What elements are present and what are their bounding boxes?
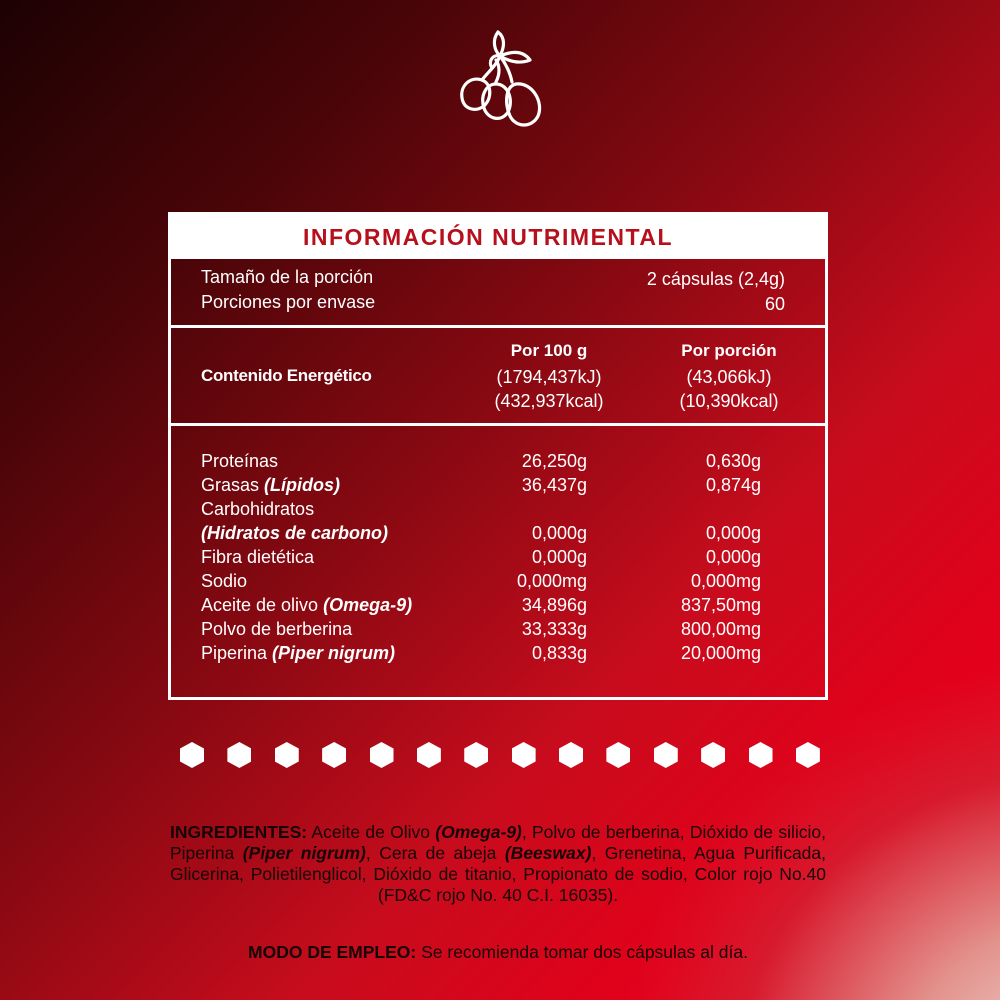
nutrient-per-100g: 0,000mg bbox=[516, 571, 587, 591]
nutrient-per-portion: 20,000mg bbox=[680, 643, 761, 663]
nutrient-per-100g: 26,250g bbox=[521, 451, 587, 471]
nutrient-per-portion: 0,000mg bbox=[690, 571, 761, 591]
hexagon-icon bbox=[180, 742, 204, 768]
hexagon-icon bbox=[654, 742, 678, 768]
nutrient-per-portion: 800,00mg bbox=[680, 619, 761, 639]
nutrient-per-portion: 0,630g bbox=[705, 451, 761, 471]
nutrient-row bbox=[201, 569, 761, 593]
nutrient-name: Carbohidratos bbox=[201, 499, 315, 519]
hexagon-icon bbox=[796, 742, 820, 768]
panel-title: INFORMACIÓN NUTRIMENTAL bbox=[171, 215, 825, 259]
per-100g-header: Por 100 g bbox=[510, 341, 588, 360]
per-portion-header: Por porción bbox=[681, 341, 777, 360]
nutrient-row bbox=[201, 617, 761, 641]
nutrient-per-100g: 0,833g bbox=[531, 643, 587, 663]
per-portion-column bbox=[649, 339, 809, 413]
per-100g-kj: (1794,437kJ) bbox=[496, 367, 602, 387]
hexagon-icon bbox=[512, 742, 536, 768]
servings-per-container-label: Porciones por envase bbox=[201, 292, 376, 312]
nutrition-panel bbox=[168, 212, 828, 700]
nutrient-name: Sodio bbox=[201, 571, 248, 591]
per-100g-column bbox=[469, 339, 629, 413]
nutrient-row bbox=[201, 473, 761, 497]
hexagon-icon bbox=[370, 742, 394, 768]
nutrient-row bbox=[201, 641, 761, 665]
nutrient-row bbox=[201, 521, 761, 545]
hexagon-icon bbox=[227, 742, 251, 768]
hexagon-icon bbox=[701, 742, 725, 768]
nutrient-name: (Hidratos de carbono) bbox=[201, 523, 389, 543]
hexagon-icon bbox=[322, 742, 346, 768]
hexagon-icon bbox=[749, 742, 773, 768]
per-100g-kcal: (432,937kcal) bbox=[494, 391, 604, 411]
nutrient-name: Aceite de olivo (Omega-9) bbox=[201, 595, 413, 615]
hexagon-icon bbox=[464, 742, 488, 768]
per-portion-kj: (43,066kJ) bbox=[686, 367, 772, 387]
energy-label: Contenido Energético bbox=[201, 366, 372, 385]
serving-size-value: 2 cápsulas (2,4g) bbox=[646, 269, 785, 289]
nutrient-row bbox=[201, 593, 761, 617]
usage-text: MODO DE EMPLEO: Se recomienda tomar dos cápsulas al día. bbox=[248, 942, 748, 962]
usage-label: MODO DE EMPLEO: bbox=[248, 942, 417, 962]
nutrient-name: Fibra dietética bbox=[201, 547, 315, 567]
nutrient-row bbox=[201, 449, 761, 473]
nutrient-per-100g: 33,333g bbox=[521, 619, 587, 639]
nutrient-name: Grasas (Lípidos) bbox=[201, 475, 341, 495]
hexagon-icon bbox=[417, 742, 441, 768]
hexagon-icon bbox=[559, 742, 583, 768]
nutrient-name: Piperina (Piper nigrum) bbox=[201, 643, 396, 663]
nutrient-per-100g: 0,000g bbox=[531, 547, 587, 567]
nutrient-name: Polvo de berberina bbox=[201, 619, 353, 639]
nutrient-per-portion: 0,874g bbox=[705, 475, 761, 495]
berries-logo-icon bbox=[452, 26, 552, 136]
ingredients-text: INGREDIENTES: Aceite de Olivo (Omega-9), Polvo de berberina, Dióxido de silicio, Piperina (Piper nigrum), Cera de abeja (Beeswax), Grenetina, Agua Purificada, Glicerina, Polietilenglicol, Dióxido de titanio, Propionato de sodio, Color rojo No.40 (FD&C rojo No. 40 C.I. 16035). bbox=[170, 822, 827, 905]
hexagon-divider bbox=[180, 742, 820, 770]
nutrient-per-portion: 0,000g bbox=[705, 547, 761, 567]
servings-per-container-value: 60 bbox=[764, 294, 785, 314]
serving-section bbox=[171, 259, 825, 328]
nutrient-per-portion: 837,50mg bbox=[680, 595, 761, 615]
nutrient-per-portion: 0,000g bbox=[705, 523, 761, 543]
energy-section bbox=[171, 328, 825, 426]
nutrient-name: Proteínas bbox=[201, 451, 279, 471]
nutrient-row bbox=[201, 497, 761, 521]
ingredients-label: INGREDIENTES: bbox=[170, 822, 308, 842]
nutrient-per-100g: 34,896g bbox=[521, 595, 587, 615]
nutrient-per-100g: 36,437g bbox=[521, 475, 587, 495]
nutrient-row bbox=[201, 545, 761, 569]
per-portion-kcal: (10,390kcal) bbox=[679, 391, 779, 411]
nutrient-list bbox=[201, 449, 761, 665]
hexagon-icon bbox=[275, 742, 299, 768]
nutrient-per-100g: 0,000g bbox=[531, 523, 587, 543]
hexagon-icon bbox=[606, 742, 630, 768]
serving-size-label: Tamaño de la porción bbox=[201, 267, 374, 287]
